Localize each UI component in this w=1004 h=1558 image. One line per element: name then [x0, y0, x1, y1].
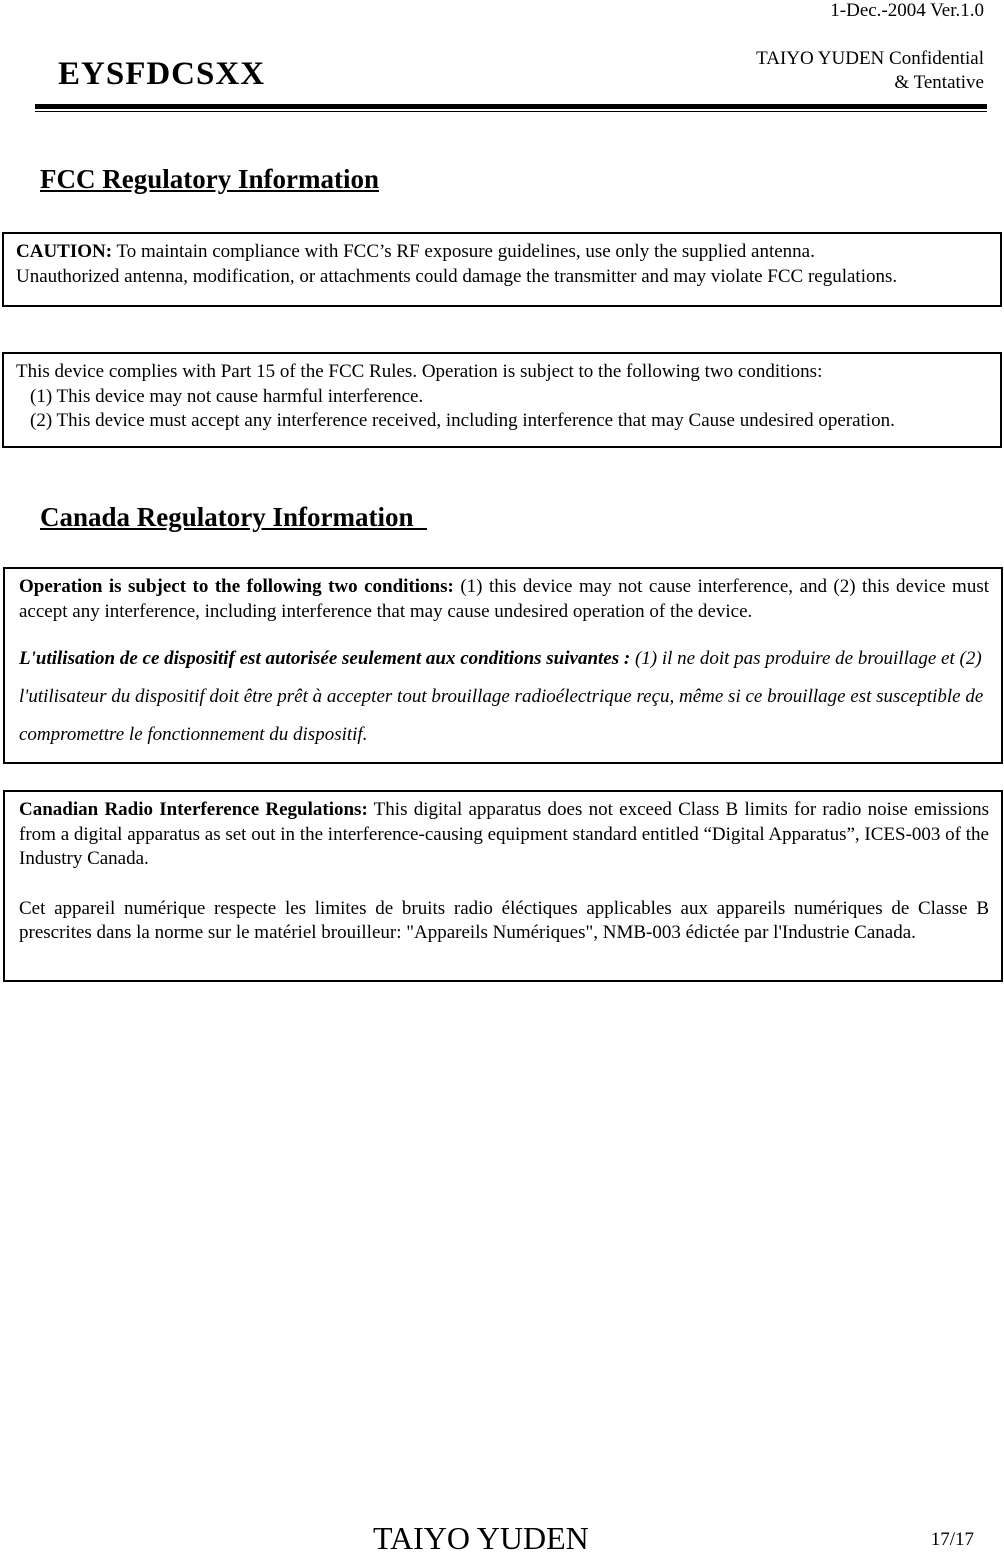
- fcc-caution-line2: Unauthorized antenna, modification, or attachments could damage the transmitter and may violate FCC regulations.: [16, 265, 898, 287]
- french-text: (1) il ne doit pas produire de brouillage et (2) l'utilisateur du dispositif doit être prêt à accepter tout brouillage radioélectrique reçu, même si ce brouillage est susceptible de compromettre le fonctionnement du dispositif.: [19, 648, 984, 745]
- operation-text: (1) this device may not cause interference, and (2) this device must accept any interference, including interference that may cause undesired operation of the device.: [19, 576, 989, 622]
- operation-paragraph: [19, 575, 989, 624]
- caution-label: CAUTION:: [16, 241, 113, 262]
- page-number: 17/17: [930, 1529, 974, 1550]
- french-paragraph: [19, 640, 989, 754]
- part15-condition-2: (2) This device must accept any interference received, including interference that may Cause undesired operation.: [30, 410, 895, 431]
- date-version: 1-Dec.-2004 Ver.1.0: [830, 0, 984, 21]
- radio-text: This digital apparatus does not exceed Class B limits for radio noise emissions from a digital apparatus as set out in the interference-causing equipment standard entitled “Digital Apparatus”, ICES-003 of the Industry Canada.: [19, 799, 989, 869]
- french-label: L'utilisation de ce dispositif est autorisée seulement aux conditions suivantes :: [19, 648, 631, 669]
- footer-company: TAIYO YUDEN: [373, 1520, 589, 1556]
- fcc-part15-box: [2, 352, 1002, 448]
- operation-label: Operation is subject to the following two conditions:: [19, 576, 454, 597]
- radio-paragraph: [19, 798, 989, 872]
- confidential-line-1: TAIYO YUDEN Confidential: [756, 48, 984, 69]
- canada-operation-box: [3, 567, 1003, 764]
- part15-intro: This device complies with Part 15 of the FCC Rules. Operation is subject to the following two conditions:: [16, 361, 823, 382]
- radio-french-paragraph: Cet appareil numérique respecte les limites de bruits radio éléctiques applicables aux appareils numériques de Classe B prescrites dans la norme sur le matériel brouilleur: "Appareils Numériques", NMB-003 édictée par l'Industrie Canada.: [19, 897, 989, 943]
- fcc-heading: FCC Regulatory Information: [40, 164, 379, 194]
- header-rule-thick: [35, 104, 987, 109]
- caution-text: To maintain compliance with FCC’s RF exposure guidelines, use only the supplied antenna.: [112, 241, 815, 262]
- fcc-caution-line1: [16, 240, 989, 265]
- part15-condition-1: (1) This device may not cause harmful interference.: [30, 385, 424, 407]
- confidential-line-2: & Tentative: [894, 72, 984, 93]
- header-rule-thin: [35, 111, 987, 112]
- model-number: EYSFDCSXX: [58, 56, 266, 92]
- canada-radio-box: [3, 790, 1003, 982]
- canada-heading: Canada Regulatory Information: [40, 502, 428, 532]
- radio-label: Canadian Radio Interference Regulations:: [19, 799, 368, 820]
- confidential-notice: [756, 47, 984, 95]
- fcc-caution-box: [2, 232, 1002, 307]
